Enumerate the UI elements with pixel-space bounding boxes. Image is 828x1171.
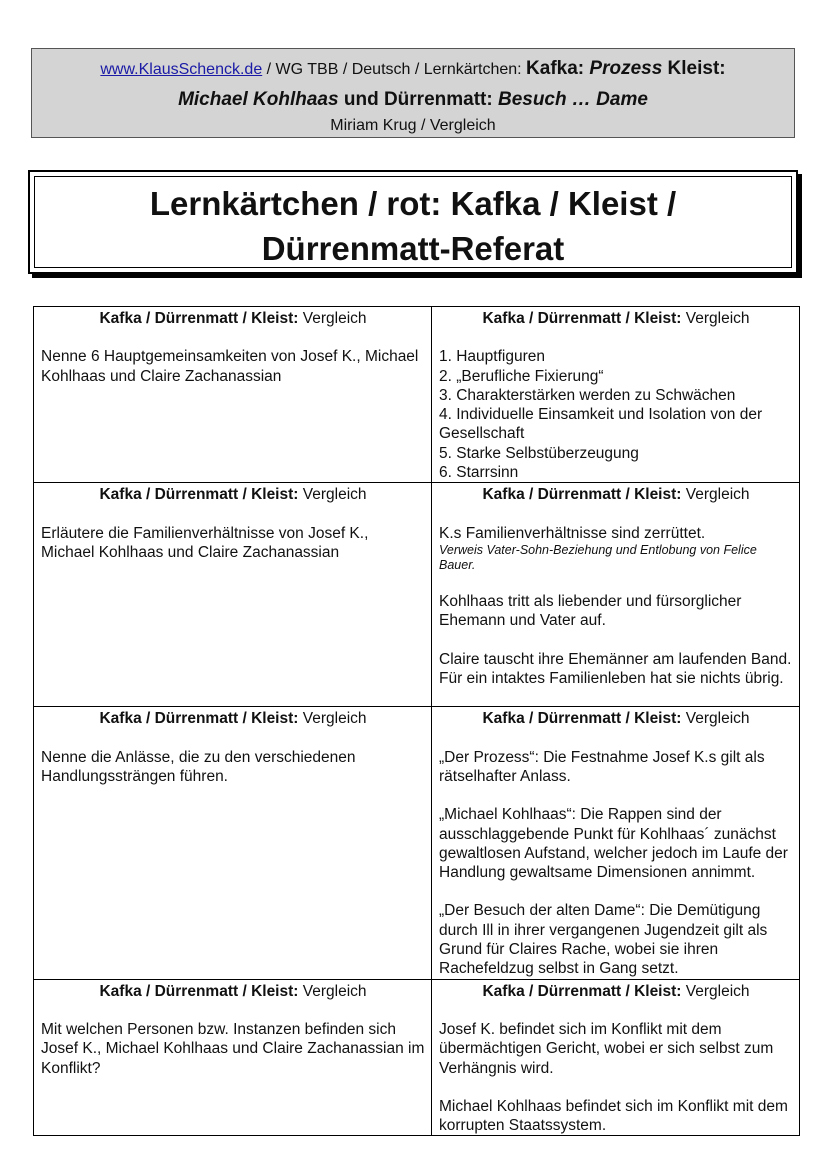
header-author: Miriam Krug / Vergleich xyxy=(330,117,496,134)
answer-paragraph: Claire tauscht ihre Ehemänner am laufenden Band. Für ein intaktes Familienleben hat sie nichts übrig. xyxy=(439,650,792,687)
card-row xyxy=(34,979,800,1136)
card-question-cell xyxy=(34,979,432,1136)
answer-item: 1. Hauptfiguren xyxy=(439,348,545,366)
answer-note: Verweis Vater-Sohn-Beziehung und Entlobung von Felice Bauer. xyxy=(439,542,757,572)
card-answer-cell xyxy=(432,707,800,979)
title-line-1: Lernkärtchen / rot: Kafka / Kleist / xyxy=(149,185,677,222)
answer-list xyxy=(439,347,793,482)
card-row xyxy=(34,307,800,483)
header-und: und Dürrenmatt: xyxy=(338,89,498,110)
card-question: Nenne die Anlässe, die zu den verschiedenen Handlungssträngen führen. xyxy=(41,748,356,785)
header-kafka: Kafka: xyxy=(526,58,590,79)
header-kleist: Kleist: xyxy=(662,58,726,79)
flashcard-table xyxy=(33,306,800,1136)
header-prozess: Prozess xyxy=(589,58,663,79)
header-breadcrumb: / WG TBB / Deutsch / Lernkärtchen: xyxy=(262,61,527,78)
page-title xyxy=(30,181,796,271)
header-line-2 xyxy=(32,88,794,112)
answer-paragraph: „Michael Kohlhaas“: Die Rappen sind der ausschlaggebende Punkt für Kohlhaas´ zunächst gewaltlosen Aufstand, welcher jedoch im Laufe der Handlung gewaltsame Dimensionen annimmt. xyxy=(439,806,788,882)
card-header: Kafka / Dürrenmatt / Kleist: Vergleich xyxy=(99,486,367,504)
answer-item: 6. Starrsinn xyxy=(439,464,519,482)
answer-paragraph: K.s Familienverhältnisse sind zerrüttet. xyxy=(439,524,706,542)
card-row xyxy=(34,707,800,979)
answer-item: 4. Individuelle Einsamkeit und Isolation von der Gesellschaft xyxy=(439,406,763,443)
card-header: Kafka / Dürrenmatt / Kleist: Vergleich xyxy=(482,710,750,728)
card-answer-cell xyxy=(432,483,800,707)
answer-paragraph: „Der Besuch der alten Dame“: Die Demütigung durch Ill in ihrer vergangenen Jugendzeit gilt als Grund für Claires Rache, wobei sie ihren Rachefeldzug selbst in Gang setzt. xyxy=(439,902,768,978)
answer-paragraph: „Der Prozess“: Die Festnahme Josef K.s gilt als rätselhafter Anlass. xyxy=(439,748,765,785)
website-link[interactable]: www.KlausSchenck.de xyxy=(100,61,263,78)
card-question-cell xyxy=(34,707,432,979)
card-header: Kafka / Dürrenmatt / Kleist: Vergleich xyxy=(99,710,367,728)
card-question: Nenne 6 Hauptgemeinsamkeiten von Josef K., Michael Kohlhaas und Claire Zachanassian xyxy=(41,348,419,385)
answer-paragraph: Michael Kohlhaas befindet sich im Konflikt mit dem korrupten Staatssystem. xyxy=(439,1097,788,1135)
header-besuch: Besuch … Dame xyxy=(497,89,648,110)
card-header: Kafka / Dürrenmatt / Kleist: Vergleich xyxy=(482,982,750,1000)
card-header: Kafka / Dürrenmatt / Kleist: Vergleich xyxy=(482,486,750,504)
answer-paragraph: Josef K. befindet sich im Konflikt mit dem übermächtigen Gericht, wobei er sich selbst zum Verhängnis wird. xyxy=(439,1020,774,1077)
card-header: Kafka / Dürrenmatt / Kleist: Vergleich xyxy=(482,310,750,327)
card-row xyxy=(34,483,800,707)
title-box xyxy=(28,170,798,274)
card-answer-cell xyxy=(432,307,800,483)
card-question-cell xyxy=(34,483,432,707)
header-line-1 xyxy=(32,58,794,81)
title-line-2: Dürrenmatt-Referat xyxy=(261,230,565,267)
card-answer-cell xyxy=(432,979,800,1136)
answer-item: 5. Starke Selbstüberzeugung xyxy=(439,444,639,462)
card-question: Erläutere die Familienverhältnisse von Josef K., Michael Kohlhaas und Claire Zachanassian xyxy=(41,524,369,561)
answer-paragraph: Kohlhaas tritt als liebender und fürsorglicher Ehemann und Vater auf. xyxy=(439,592,742,630)
answer-item: 3. Charakterstärken werden zu Schwächen xyxy=(439,386,736,404)
card-header: Kafka / Dürrenmatt / Kleist: Vergleich xyxy=(99,310,367,327)
header-kohlhaas: Michael Kohlhaas xyxy=(178,89,339,110)
card-question: Mit welchen Personen bzw. Instanzen befinden sich Josef K., Michael Kohlhaas und Claire Zachanassian im Konflikt? xyxy=(41,1020,425,1077)
answer-item: 2. „Berufliche Fixierung“ xyxy=(439,367,604,385)
document-header xyxy=(31,48,795,138)
card-header: Kafka / Dürrenmatt / Kleist: Vergleich xyxy=(99,982,367,1000)
card-question-cell xyxy=(34,307,432,483)
